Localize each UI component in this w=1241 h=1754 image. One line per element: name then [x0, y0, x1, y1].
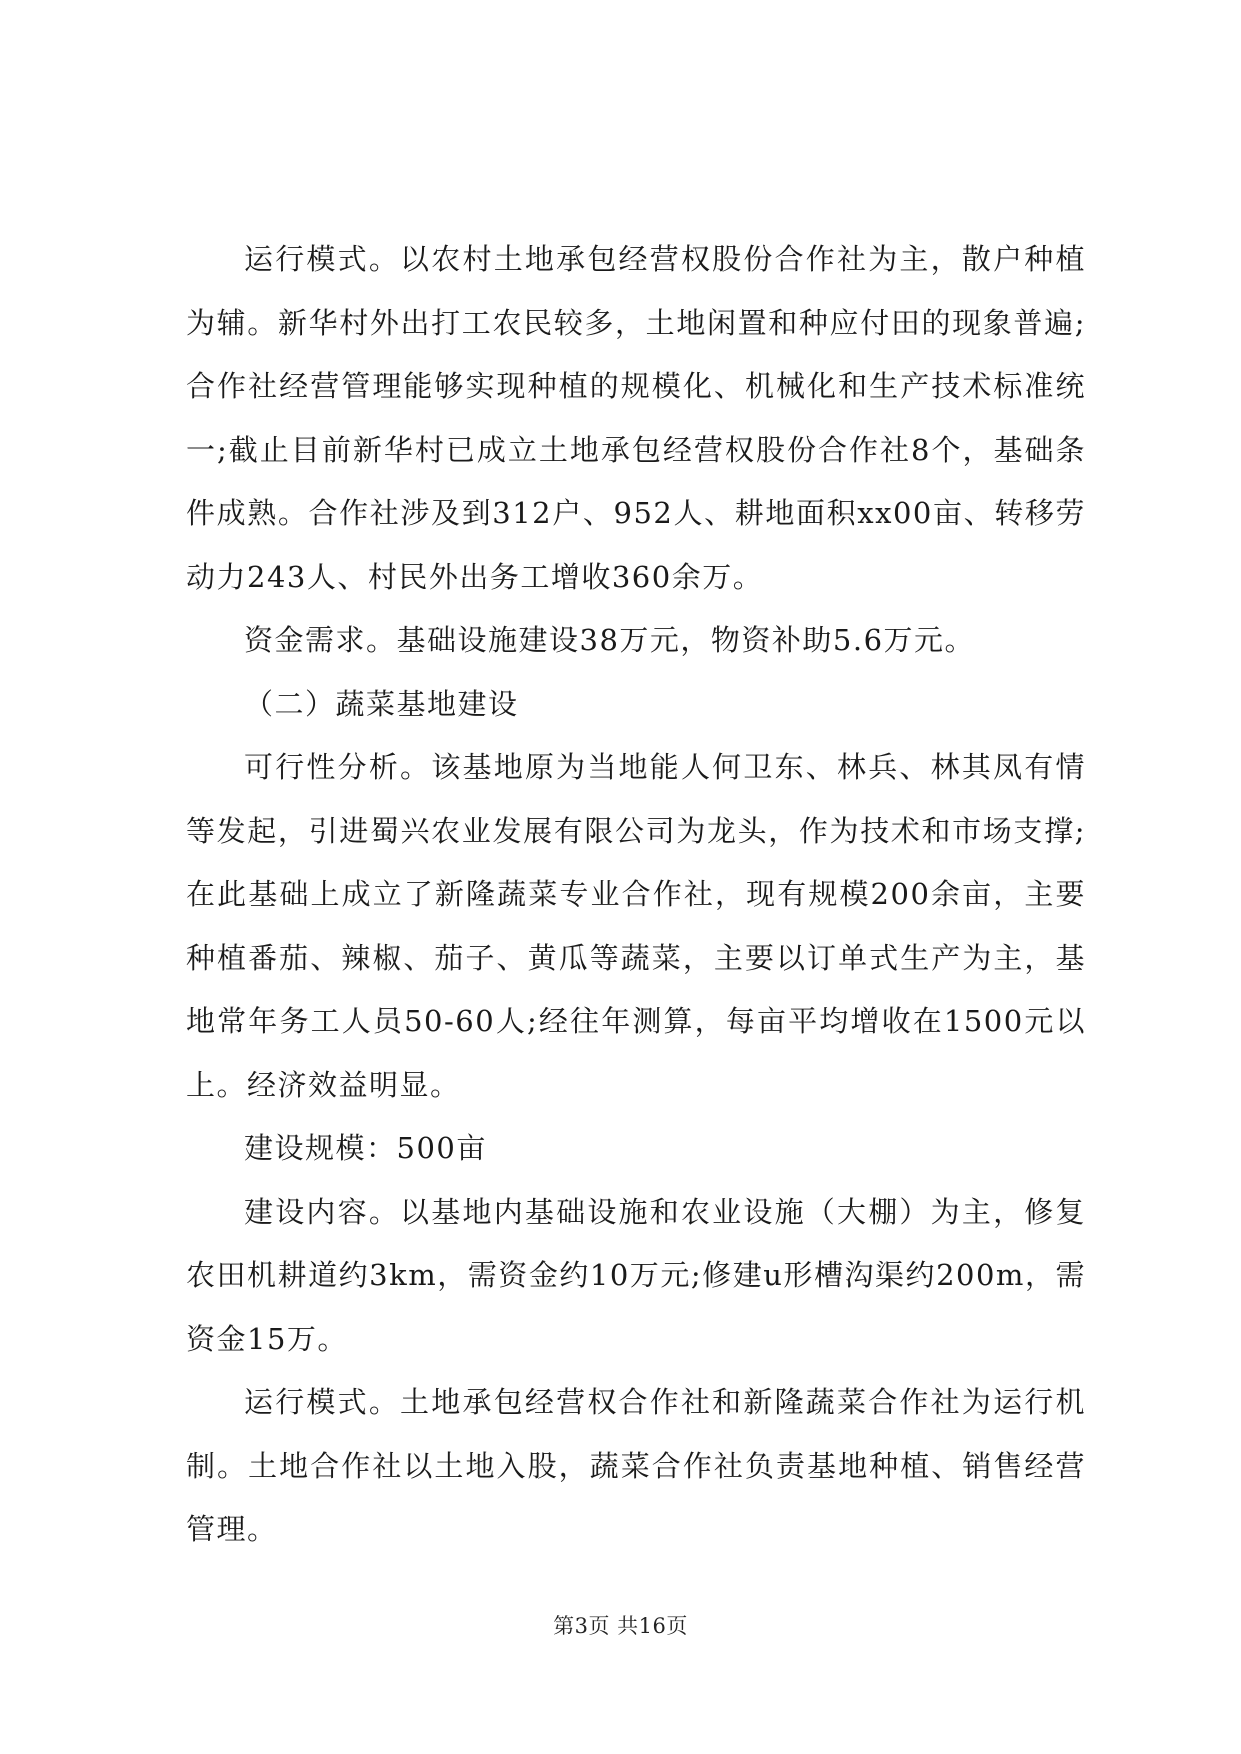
page-footer: 第3页 共16页: [553, 1614, 688, 1638]
section-heading-vegetable-base: （二）蔬菜基地建设: [244, 686, 519, 721]
document-body: [186, 228, 1086, 1562]
paragraph-construction-scale: 建设规模：500亩: [244, 1131, 487, 1165]
paragraph-operation-mechanism: 运行模式。土地承包经营权合作社和新隆蔬菜合作社为运行机制。土地合作社以土地入股，蔬菜合作社负责基地种植、销售经营管理。: [186, 1385, 1086, 1546]
paragraph-operation-mode: 运行模式。以农村土地承包经营权股份合作社为主，散户种植为辅。新华村外出打工农民较多，土地闲置和种应付田的现象普遍;合作社经营管理能够实现种植的规模化、机械化和生产技术标准统一;截止目前新华村已成立土地承包经营权股份合作社8个，基础条件成熟。合作社涉及到312户、952人、耕地面积xx00亩、转移劳动力243人、村民外出务工增收360余万。: [186, 242, 1086, 594]
paragraph-funding-needs: 资金需求。基础设施建设38万元，物资补助5.6万元。: [244, 623, 976, 657]
paragraph-feasibility-analysis: 可行性分析。该基地原为当地能人何卫东、林兵、林其凤有情等发起，引进蜀兴农业发展有限公司为龙头，作为技术和市场支撑;在此基础上成立了新隆蔬菜专业合作社，现有规模200余亩，主要种植番茄、辣椒、茄子、黄瓜等蔬菜，主要以订单式生产为主，基地常年务工人员50-60人;经往年测算，每亩平均增收在1500元以上。经济效益明显。: [186, 750, 1086, 1102]
paragraph-construction-content: 建设内容。以基地内基础设施和农业设施（大棚）为主，修复农田机耕道约3km，需资金约10万元;修建u形槽沟渠约200m，需资金15万。: [186, 1194, 1086, 1356]
